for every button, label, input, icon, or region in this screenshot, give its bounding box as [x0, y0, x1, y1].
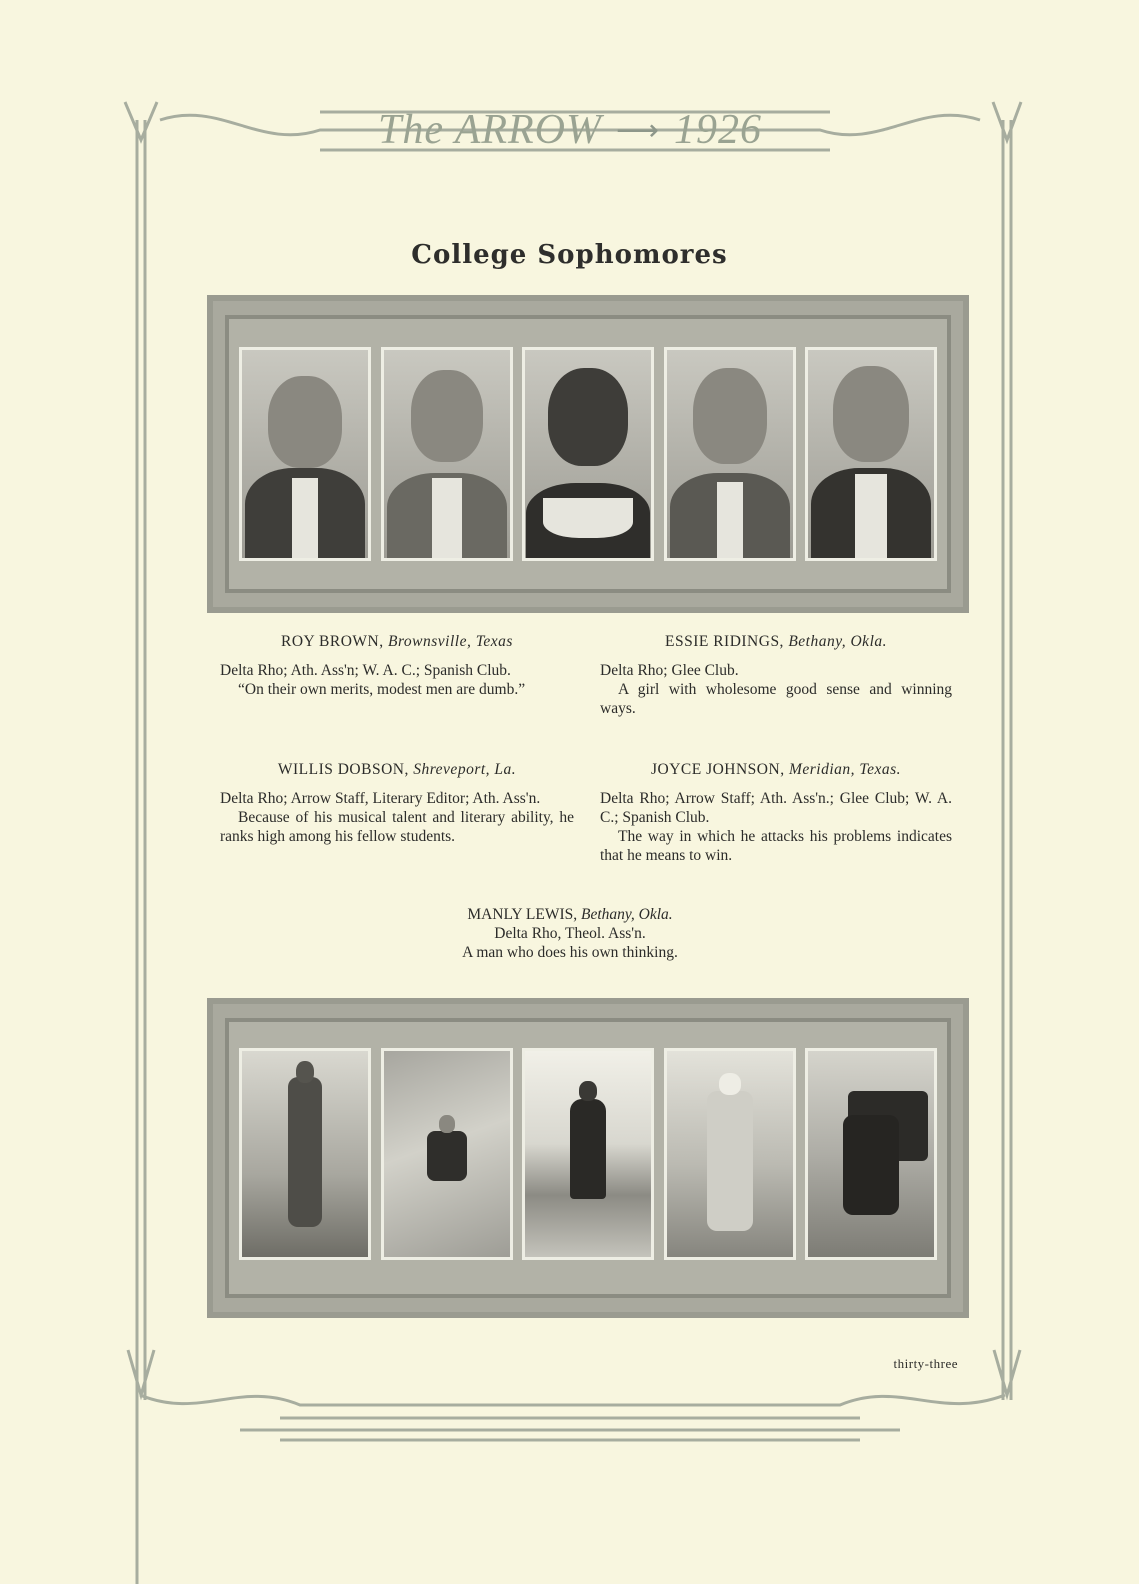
snapshot-man-by-building: [239, 1048, 371, 1260]
entry-heading: [220, 632, 574, 651]
snapshot-couple-by-car: [805, 1048, 937, 1260]
student-name: ESSIE RIDINGS,: [664, 633, 784, 650]
snapshot-panel: [207, 998, 969, 1318]
portrait-roy-brown: [239, 347, 371, 561]
portrait-willis-dobson: [381, 347, 513, 561]
entry-heading: [600, 760, 952, 779]
student-activities: Delta Rho, Theol. Ass'n.: [494, 925, 646, 942]
student-activities: Delta Rho; Arrow Staff, Literary Editor; Ath. Ass'n.: [220, 790, 541, 807]
entry-body: [600, 789, 952, 865]
student-hometown: Bethany, Okla.: [581, 906, 673, 923]
entry-heading: [380, 905, 760, 924]
student-name: WILLIS DOBSON,: [277, 761, 409, 778]
student-hometown: Brownsville, Texas: [388, 633, 513, 650]
student-name: MANLY LEWIS,: [467, 906, 578, 923]
entry-roy-brown: [220, 632, 574, 699]
student-hometown: Bethany, Okla.: [788, 633, 887, 650]
portrait-essie-ridings: [522, 347, 654, 561]
student-quote: The way in which he attacks his problems indicates that he means to win.: [600, 828, 952, 864]
student-activities: Delta Rho; Arrow Staff; Ath. Ass'n.; Glee Club; W. A. C.; Spanish Club.: [600, 790, 952, 826]
student-activities: Delta Rho; Glee Club.: [600, 662, 739, 679]
entry-essie-ridings: [600, 632, 952, 718]
publication-banner: [300, 100, 840, 160]
student-quote: A girl with wholesome good sense and winning ways.: [600, 681, 952, 717]
portrait-row: [239, 347, 937, 561]
student-hometown: Meridian, Texas.: [788, 761, 902, 778]
student-hometown: Shreveport, La.: [413, 761, 517, 778]
student-activities: Delta Rho; Ath. Ass'n; W. A. C.; Spanish Club.: [220, 662, 511, 679]
entry-body: [220, 789, 574, 846]
entry-joyce-johnson: [600, 760, 952, 865]
entry-willis-dobson: [220, 760, 574, 846]
publication-year: 1926: [674, 107, 763, 153]
section-title: College Sophomores: [411, 240, 728, 270]
snapshot-man-on-steps: [381, 1048, 513, 1260]
student-quote: Because of his musical talent and literary ability, he ranks high among his fellow students.: [220, 809, 574, 845]
entry-body: [600, 661, 952, 718]
student-quote: A man who does his own thinking.: [462, 944, 678, 961]
entry-body: [220, 661, 574, 699]
student-name: JOYCE JOHNSON,: [650, 761, 785, 778]
snapshot-woman-outdoors: [522, 1048, 654, 1260]
snapshot-man-in-hat: [664, 1048, 796, 1260]
publication-title: The ARROW: [377, 107, 602, 153]
student-name: ROY BROWN,: [281, 633, 384, 650]
portrait-manly-lewis: [805, 347, 937, 561]
snapshot-row: [239, 1048, 937, 1260]
entry-heading: [220, 760, 574, 779]
entry-heading: [600, 632, 952, 651]
portrait-panel: [207, 295, 969, 613]
student-quote: “On their own merits, modest men are dumb.”: [238, 681, 526, 698]
portrait-joyce-johnson: [664, 347, 796, 561]
arrow-icon: ⟶: [616, 113, 661, 147]
entry-manly-lewis: [380, 905, 760, 962]
page-number: thirty-three: [893, 1356, 958, 1371]
